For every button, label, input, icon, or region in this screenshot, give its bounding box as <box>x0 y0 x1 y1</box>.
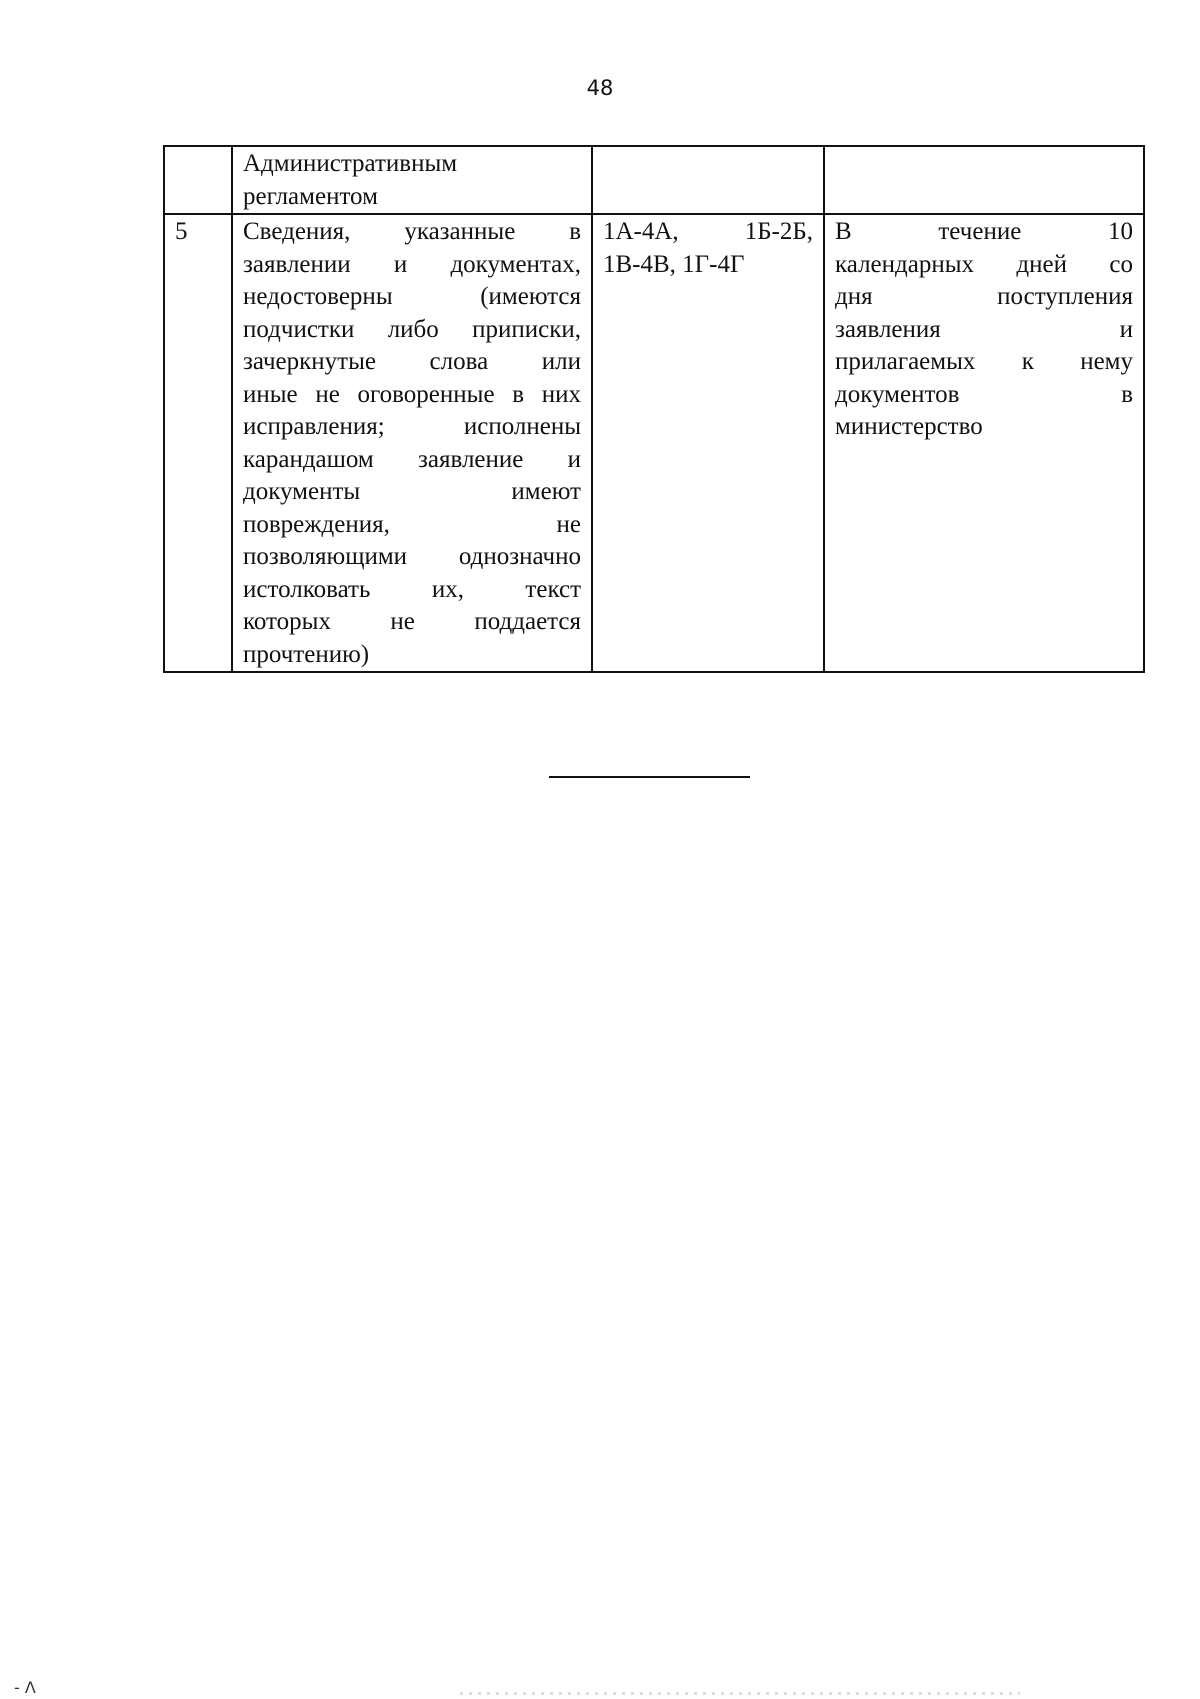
page-number: 48 <box>586 76 614 100</box>
term-line: календарных дней со <box>835 250 1133 278</box>
reason-line: иные не оговоренные в них <box>243 380 581 408</box>
codes-cell <box>592 214 824 672</box>
term-line: заявления и <box>835 315 1133 343</box>
scan-mark: - Λ <box>14 1678 36 1697</box>
reason-line: регламентом <box>243 182 378 210</box>
reason-line: заявлении и документах, <box>243 250 581 278</box>
reason-line: прочтению) <box>243 640 370 668</box>
reason-line: карандашом заявление и <box>243 445 581 473</box>
term-line: дня поступления <box>835 283 1133 310</box>
reason-line: подчистки либо приписки, <box>243 315 581 343</box>
document-table <box>163 145 1145 673</box>
reason-line: документы имеют <box>243 478 581 505</box>
codes-cell <box>592 146 824 214</box>
reason-cell <box>232 146 592 214</box>
term-line: В течение 10 <box>835 218 1133 245</box>
reason-line: исправления; исполнены <box>243 413 581 440</box>
term-line: прилагаемых к нему <box>835 348 1133 375</box>
reason-line: истолковать их, текст <box>243 575 581 603</box>
end-separator-line <box>549 776 750 778</box>
reason-line: зачеркнутые слова или <box>243 348 581 375</box>
codes-line: 1В-4В, 1Г-4Г <box>603 250 745 278</box>
term-cell <box>824 214 1144 672</box>
term-cell <box>824 146 1144 214</box>
codes-line: 1А-4А, 1Б-2Б, <box>603 218 813 245</box>
term-line: министерство <box>835 413 983 440</box>
reason-line: повреждения, не <box>243 510 581 538</box>
reason-line: Сведения, указанные в <box>243 218 581 245</box>
term-line: документов в <box>835 380 1133 408</box>
reason-line: Административным <box>243 150 458 177</box>
row-number-cell <box>164 146 232 214</box>
table-row <box>164 214 1144 672</box>
reason-line: которых не поддается <box>243 608 581 635</box>
reason-line: недостоверны (имеются <box>243 283 581 310</box>
table-row <box>164 146 1144 214</box>
reason-line: позволяющими однозначно <box>243 543 581 570</box>
row-number-cell: 5 <box>164 214 232 672</box>
scan-noise <box>460 1692 1020 1695</box>
reason-cell <box>232 214 592 672</box>
